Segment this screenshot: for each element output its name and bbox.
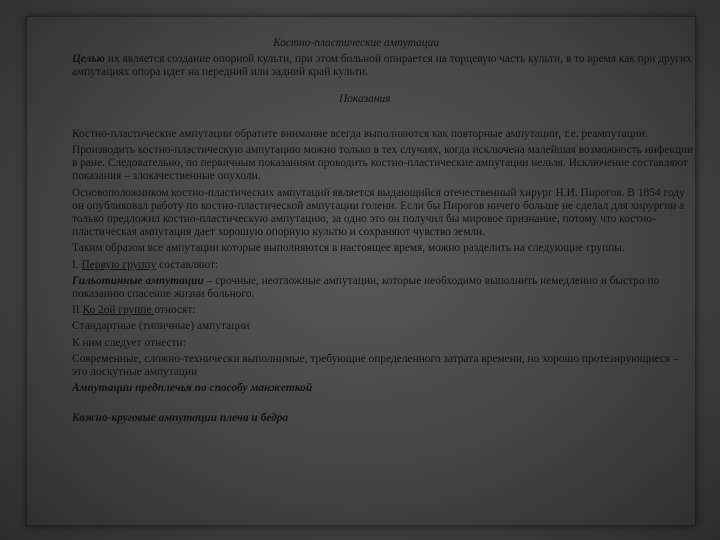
paragraph: Таким образом все ампутации которые выполняются в настоящее время, можно разделить на следующие группы. [72,242,625,255]
intro-text: их является создание опорной культи, при этом больной опирается на торцевую часть культи, в то время как при других ампутациях опора идет на передний или задний край культи. [72,53,692,79]
guillotine-text: – срочные, неотложные ампутации, которые необходимо выполнить немедленно и быстро по показанию спасение жизни больного. [72,274,660,301]
group-one-link: Первую группу [81,258,157,271]
standard-line: Стандартные (типичные) ампутации [72,320,250,333]
group-one-suffix: составляют: [156,258,219,271]
paragraph: Производить костно-пластическую ампутацию можно только в тех случаях, когда исключена малейшая возможность инфекции в ране. Следовательно, по первичным показаниям проводить костно-пластические ампутации нельзя. Исключение составляют показания – злокачественные опухоли. [72,144,694,183]
intro-lead: Целью [72,53,105,66]
slide-content [72,37,694,429]
slide-title: Костно-пластические ампутации [273,37,439,49]
k-nim-line: К ним следует отнести: [72,336,186,349]
modern-paragraph: Современные, сложно-технически выполнимые, требующие определенного затрата времени, но хорошо протезирующиеся – это лоскутные ампутации [72,352,679,379]
guillotine-term: Гильотинные ампутации [72,274,204,287]
guillotine-paragraph [72,275,694,301]
group-one-line [72,259,694,272]
indications-title: Показания [339,92,391,105]
paragraph: Основоположником костно-пластических ампутаций является выдающийся отечественный хирург Н.И. Пирогов. В 1854 году он опубликовал работу по костно-пластической ампутации голени. Если бы Пирогов ничего больше не сделал для хирургии а только предложил костно-пластическую ампутацию, за одно это он получил бы мировое признание, потому что костно-пластическая ампутация дает хорошую опорную культю и сохраняют чувство земли. [72,186,685,239]
group-two-prefix: II [72,304,83,317]
group-two-suffix: относят: [154,304,196,317]
intro-paragraph [72,53,694,79]
shoulder-line: Кожно-круговые ампутации плеча и бедра [72,412,289,425]
group-two-link: Ко 2ой группе [82,304,155,317]
group-two-line [72,304,694,317]
paragraph: Костно-пластические ампутации обратите внимание всегда выполняются как повторные ампутации, т.е. реампутации. [72,127,648,140]
group-one-prefix: I. [72,258,82,271]
forearm-line: Ампутации предплечья по способу манжеткой [72,382,313,395]
